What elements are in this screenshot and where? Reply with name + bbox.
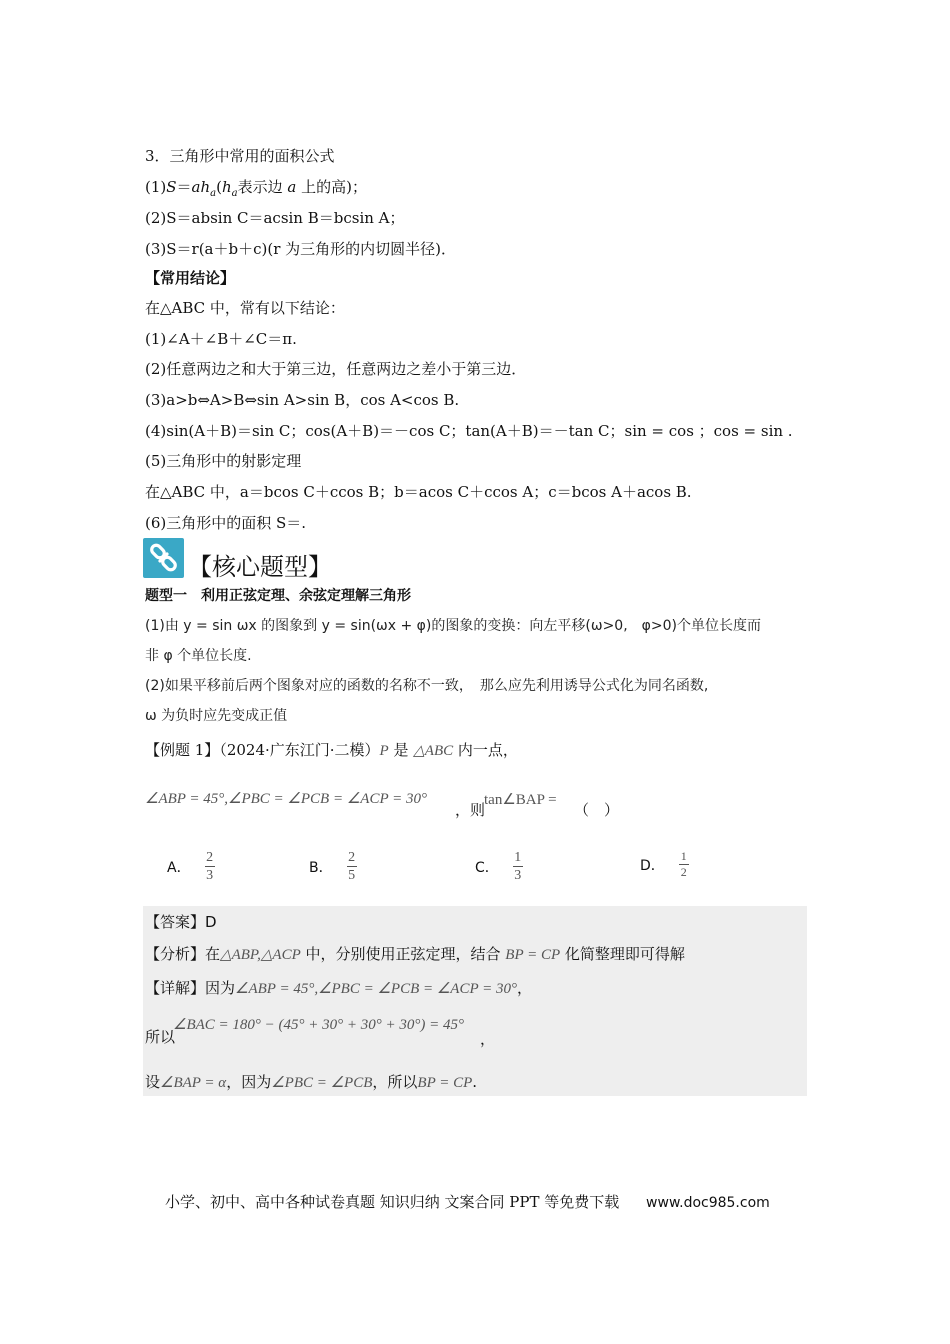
analysis-tail: 化简整理即可得解: [560, 945, 685, 963]
let-alpha: ∠BAP = α: [160, 1075, 227, 1091]
core-section-title: 【核心题型】: [188, 553, 332, 581]
let-period: .: [472, 1073, 478, 1091]
option-d[interactable]: [640, 850, 689, 879]
example-question: [484, 789, 557, 810]
conclusions-intro: 在△ABC 中，常有以下结论：: [145, 299, 345, 317]
f1-ah: ah: [191, 178, 211, 196]
f1-eq: ＝: [176, 178, 192, 196]
f1-s: S: [166, 178, 177, 196]
option-b-num: 2: [348, 850, 356, 865]
note-2-line-2: ω 为负时应先变成正值: [145, 708, 288, 724]
option-d-den: 2: [680, 865, 687, 879]
f1-num: (1): [145, 178, 167, 196]
option-b-fraction: [347, 850, 357, 883]
f1-h: h: [221, 178, 232, 196]
triangle-abc: △ABC: [413, 743, 454, 759]
solution-box: [143, 906, 807, 1096]
example-1-stem: [145, 740, 518, 761]
analysis-in: 在: [205, 945, 221, 963]
conclusion-1: (1)∠A＋∠B＋∠C＝π.: [145, 330, 297, 348]
detail-comma: ，: [517, 979, 533, 997]
answer-label: 【答案】: [145, 913, 206, 931]
area-formula-2: (2)S＝absin C＝acsin B＝bcsin A；: [145, 209, 405, 227]
option-c-den: 3: [514, 868, 522, 883]
option-c-letter: C．: [475, 859, 499, 876]
option-b-letter: B．: [309, 859, 333, 876]
f1-paren: (: [216, 178, 222, 196]
area-formula-1: [145, 177, 367, 204]
conclusion-4: (4)sin(A＋B)＝sin C；cos(A＋B)＝－cos C；tan(A＋B)＝－tan C；sin = cos ；cos = sin .: [145, 422, 793, 440]
detail-because: 因为: [205, 979, 236, 997]
conclusion-3: (3)a>b⇔A>B⇔sin A>sin B，cos A<cos B.: [145, 391, 460, 409]
let-because: ，因为: [226, 1073, 272, 1091]
angle-condition: ∠ABP = 45°,∠PBC = ∠PCB = ∠ACP = 30°: [145, 791, 427, 807]
analysis-triangles: △ABP,△ACP: [220, 947, 301, 963]
example-condition: [145, 788, 427, 809]
let-so: ，所以: [372, 1073, 418, 1091]
type-1-heading: 题型一 利用正弦定理、余弦定理解三角形: [145, 588, 411, 604]
so-equation: [173, 1014, 464, 1035]
option-b[interactable]: [309, 850, 357, 883]
f1-sub: a: [210, 188, 217, 199]
option-c-num: 1: [514, 850, 522, 865]
answer-value: D: [205, 913, 217, 931]
link-icon: [143, 538, 184, 578]
example-then: ，则: [455, 801, 486, 819]
example-source: （2024·广东江门·二模）: [219, 741, 380, 759]
example-is: 是: [388, 741, 414, 759]
option-a-letter: A．: [167, 859, 191, 876]
let-line: [145, 1072, 477, 1093]
f1-text: 表示边: [237, 178, 288, 196]
detail-line: [145, 978, 532, 999]
conclusion-6: (6)三角形中的面积 S＝.: [145, 514, 307, 532]
footer-text: 小学、初中、高中各种试卷真题 知识归纳 文案合同 PPT 等免费下载: [165, 1193, 620, 1211]
angle-bac-eq: ∠BAC = 180° − (45° + 30° + 30° + 30°) = 45°: [173, 1017, 464, 1033]
answer-line: [145, 912, 217, 932]
option-c-fraction: [513, 850, 523, 883]
detail-angles: ∠ABP = 45°,∠PBC = ∠PCB = ∠ACP = 30°: [235, 981, 517, 997]
f1-sub2: a: [231, 188, 238, 199]
option-c[interactable]: [475, 850, 523, 883]
so-label: 所以: [145, 1028, 176, 1046]
option-a-num: 2: [206, 850, 214, 865]
note-2-line-1: (2)如果平移前后两个图象对应的函数的名称不一致， 那么应先利用诱导公式化为同名函数,: [145, 678, 709, 694]
analysis-label: 【分析】: [145, 945, 206, 963]
area-formula-heading: 3．三角形中常用的面积公式: [145, 147, 335, 165]
f1-tail: 上的高)；: [296, 178, 367, 196]
let-pbc-pcb: ∠PBC = ∠PCB: [271, 1075, 373, 1091]
example-label: 【例题 1】: [145, 741, 220, 759]
f1-a: a: [287, 178, 297, 196]
note-1-line-1: (1)由 y = sin ωx 的图象到 y = sin(ωx + φ)的图象的变换：向左平移(ω>0, φ>0)个单位长度而: [145, 618, 761, 634]
conclusion-5-detail: 在△ABC 中，a＝bcos C＋ccos B；b＝acos C＋ccos A；c＝bcos A＋acos B.: [145, 483, 692, 501]
analysis-mid: 中，分别使用正弦定理，结合: [300, 945, 506, 963]
let-bp-cp: BP = CP: [417, 1075, 473, 1091]
option-b-den: 5: [348, 868, 356, 883]
option-d-fraction: [679, 850, 689, 879]
option-a-fraction: [205, 850, 215, 883]
option-d-letter: D．: [640, 857, 665, 874]
conclusion-2: (2)任意两边之和大于第三边，任意两边之差小于第三边．: [145, 360, 527, 378]
point-p: P: [379, 743, 389, 759]
option-a-den: 3: [206, 868, 214, 883]
analysis-line: [145, 944, 685, 965]
area-formula-3: (3)S＝r(a＋b＋c)(r 为三角形的内切圆半径)．: [145, 240, 456, 258]
analysis-bp-cp: BP = CP: [505, 947, 561, 963]
example-paren: （ ）: [574, 801, 620, 819]
tan-bap: tan∠BAP =: [484, 792, 557, 808]
let-set: 设: [145, 1073, 161, 1091]
footer: [165, 1191, 770, 1212]
detail-label: 【详解】: [145, 979, 206, 997]
option-a[interactable]: [167, 850, 215, 883]
note-1-line-2: 非 φ 个单位长度.: [145, 648, 252, 664]
footer-url[interactable]: www.doc985.com: [646, 1195, 770, 1211]
so-end: ，: [480, 1030, 496, 1048]
example-inside: 内一点，: [453, 741, 518, 759]
conclusions-heading: 【常用结论】: [145, 269, 236, 287]
option-d-num: 1: [680, 849, 687, 863]
conclusion-5: (5)三角形中的射影定理: [145, 452, 302, 470]
